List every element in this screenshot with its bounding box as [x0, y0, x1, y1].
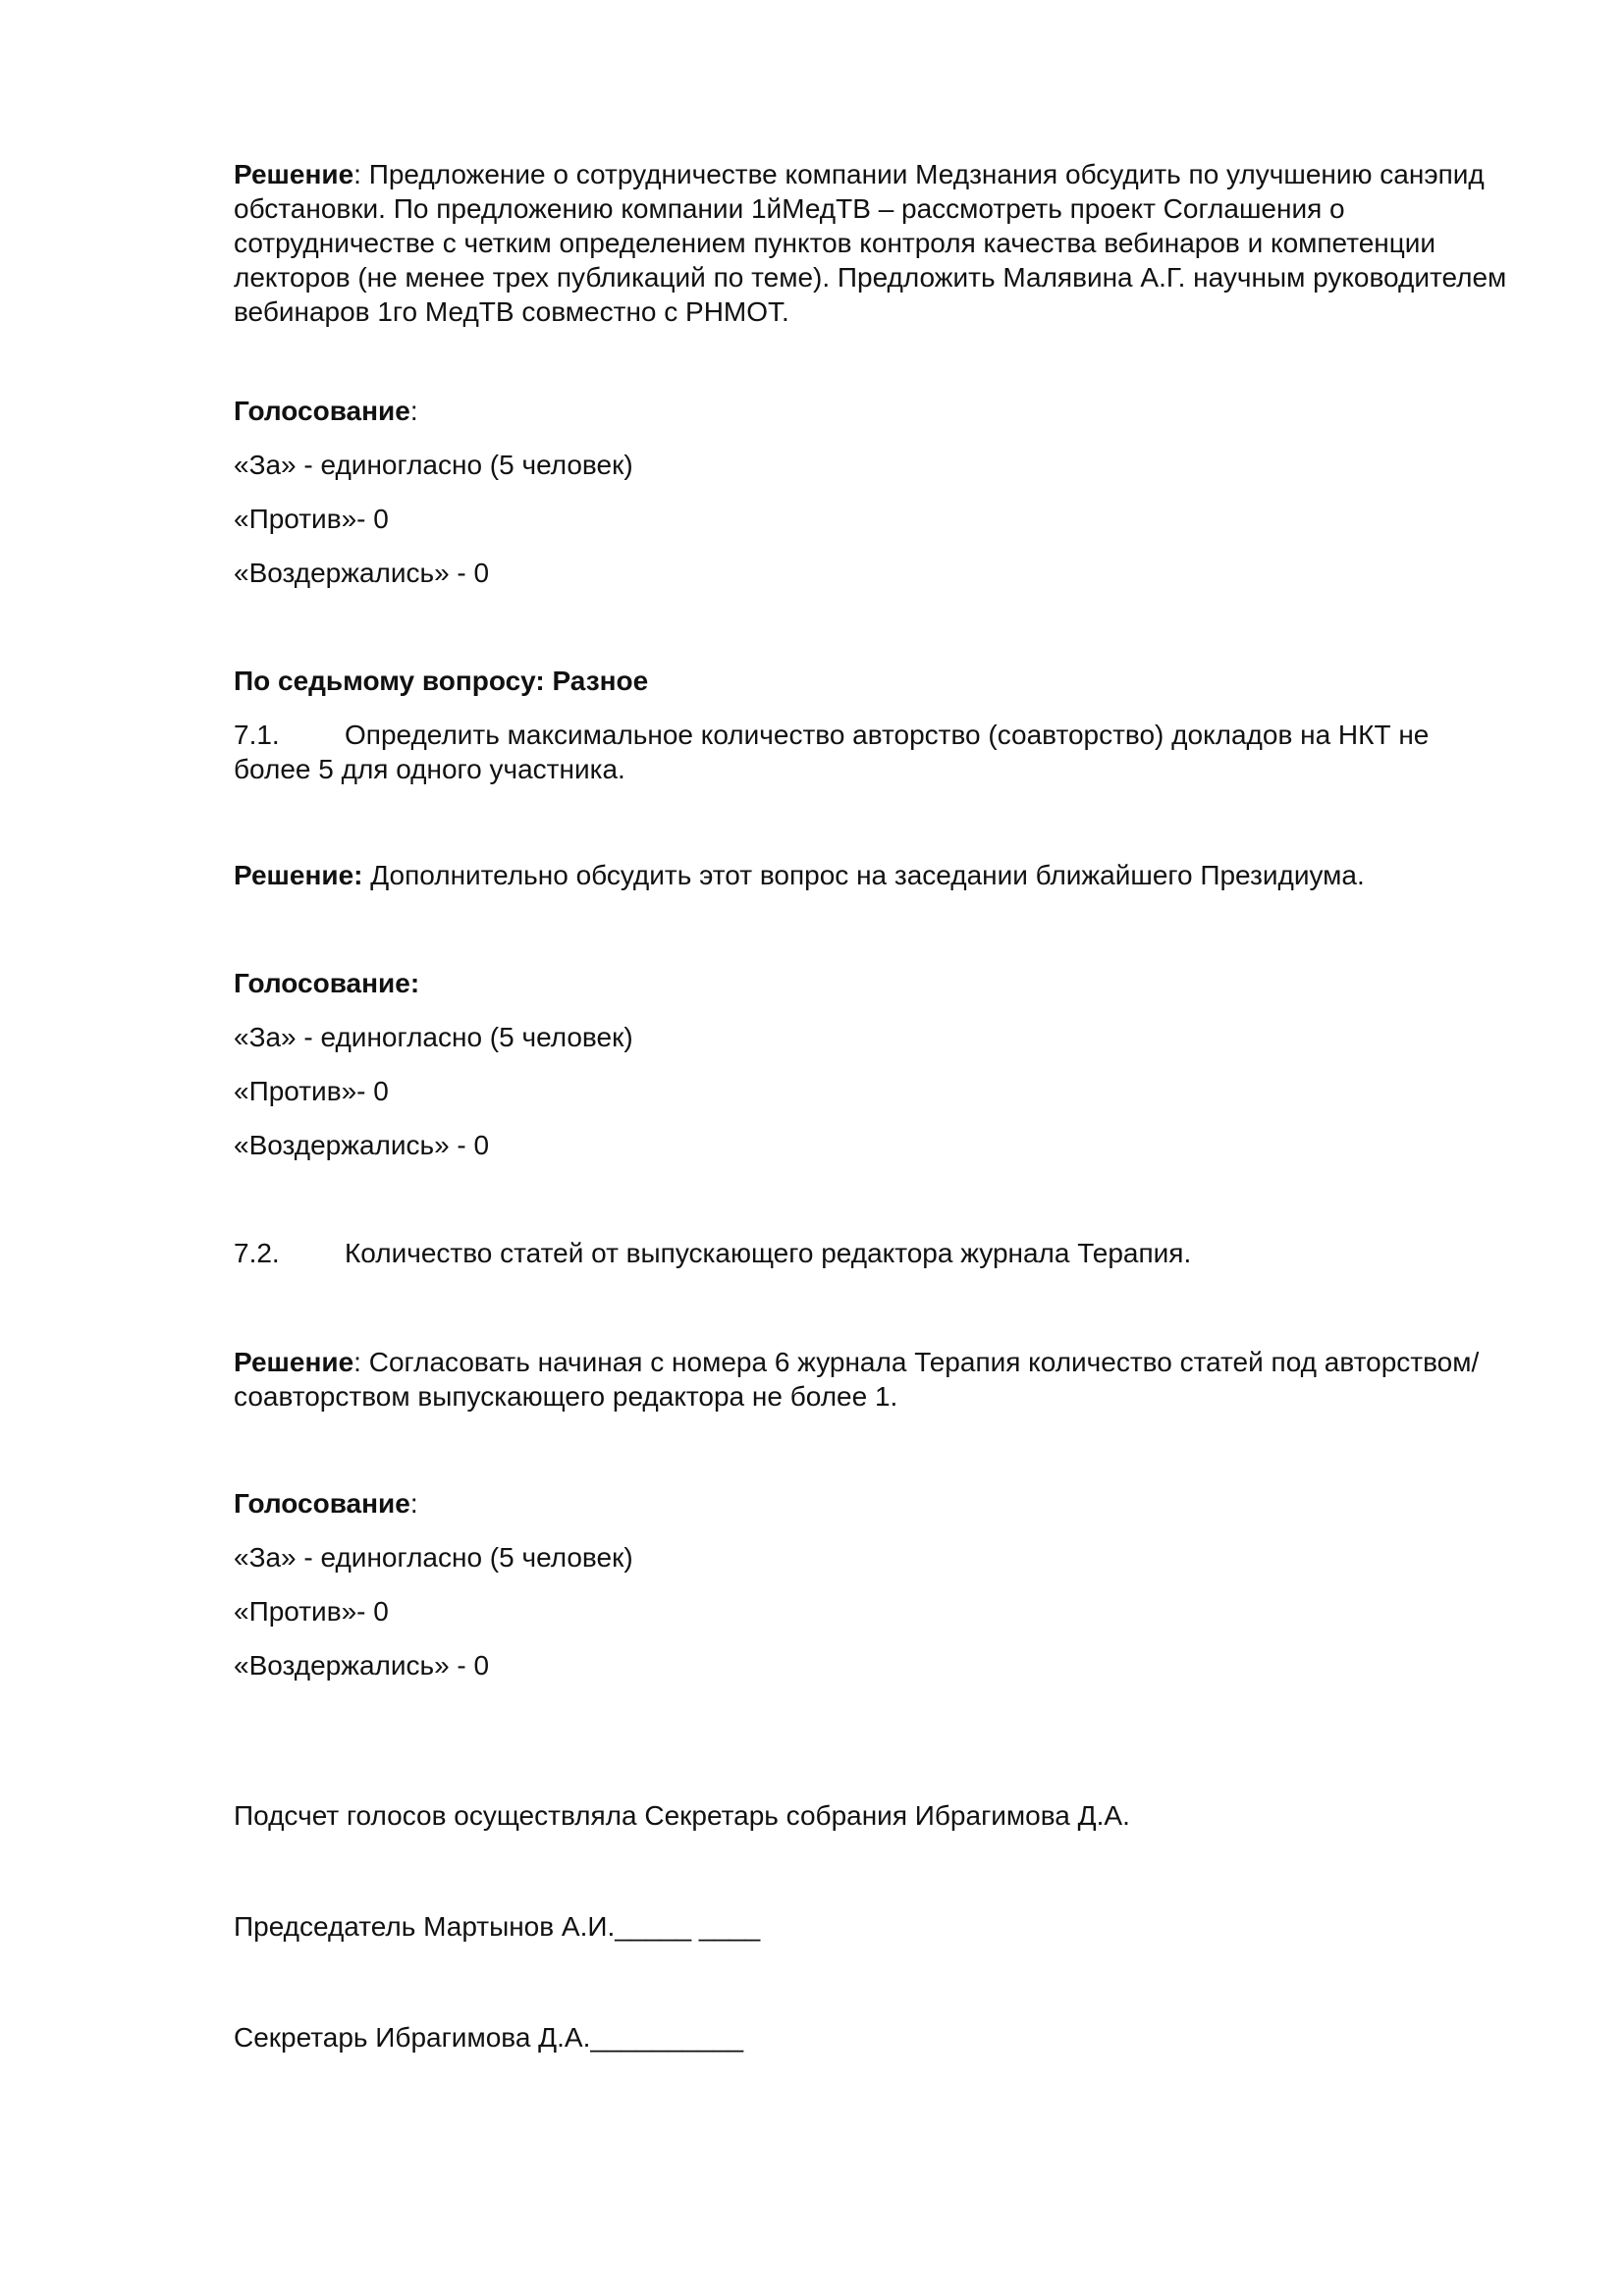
vote-against-2: «Против»- 0: [234, 1076, 389, 1106]
chairman-signature-line: Председатель Мартынов А.И._____ ____: [234, 1911, 761, 1942]
decision-label: Решение:: [234, 860, 363, 890]
item-text: Количество статей от выпускающего редактора журнала Терапия.: [345, 1238, 1192, 1268]
item-number: 7.2.: [234, 1238, 280, 1268]
item-number: 7.1.: [234, 720, 280, 750]
secretary-signature-line: Секретарь Ибрагимова Д.А.__________: [234, 2022, 744, 2053]
decision-text: : Согласовать начиная с номера 6 журнала Терапия количество статей под авторством/соавторством выпускающего редактора не более 1.: [234, 1347, 1480, 1412]
vote-count-note: Подсчет голосов осуществляла Секретарь собрания Ибрагимова Д.А.: [234, 1800, 1130, 1831]
decision-paragraph-1: [234, 157, 1510, 329]
vote-abstained-2: «Воздержались» - 0: [234, 1130, 490, 1160]
decision-text: Дополнительно обсудить этот вопрос на заседании ближайшего Президиума.: [362, 860, 1365, 890]
item-7-2: [234, 1236, 1510, 1270]
decision-label: Решение: [234, 1347, 354, 1377]
decision-paragraph-2: [234, 858, 1510, 892]
vote-abstained-3: «Воздержались» - 0: [234, 1650, 490, 1681]
vote-heading-2: Голосование:: [234, 968, 420, 998]
item-7-1: [234, 718, 1510, 786]
vote-heading-1: [234, 394, 1510, 428]
decision-text: : Предложение о сотрудничестве компании Медзнания обсудить по улучшению санэпид обстановки. По предложению компании 1йМедТВ – рассмотреть проект Соглашения о сотрудничестве с четким определением пунктов контроля качества вебинаров и компетенции лекторов (не менее трех публикаций по теме). Предложить Малявина А.Г. научным руководителем вебинаров 1го МедТВ совместно с РНМОТ.: [234, 159, 1507, 327]
vote-abstained-1: «Воздержались» - 0: [234, 558, 490, 588]
vote-against-1: «Против»- 0: [234, 504, 389, 534]
vote-for-2: «За» - единогласно (5 человек): [234, 1022, 633, 1052]
decision-paragraph-3: [234, 1345, 1510, 1414]
vote-label: Голосование: [234, 396, 410, 426]
vote-colon: :: [409, 1488, 418, 1519]
vote-colon: :: [409, 396, 418, 426]
vote-against-3: «Против»- 0: [234, 1596, 389, 1627]
decision-label: Решение: [234, 159, 354, 189]
vote-for-3: «За» - единогласно (5 человек): [234, 1542, 633, 1573]
vote-for-1: «За» - единогласно (5 человек): [234, 450, 633, 480]
question-7-heading: По седьмому вопросу: Разное: [234, 666, 649, 696]
vote-heading-3: [234, 1486, 1510, 1521]
item-text: Определить максимальное количество авторство (соавторство) докладов на НКТ не более 5 для одного участника.: [234, 720, 1430, 784]
vote-label: Голосование: [234, 1488, 410, 1519]
